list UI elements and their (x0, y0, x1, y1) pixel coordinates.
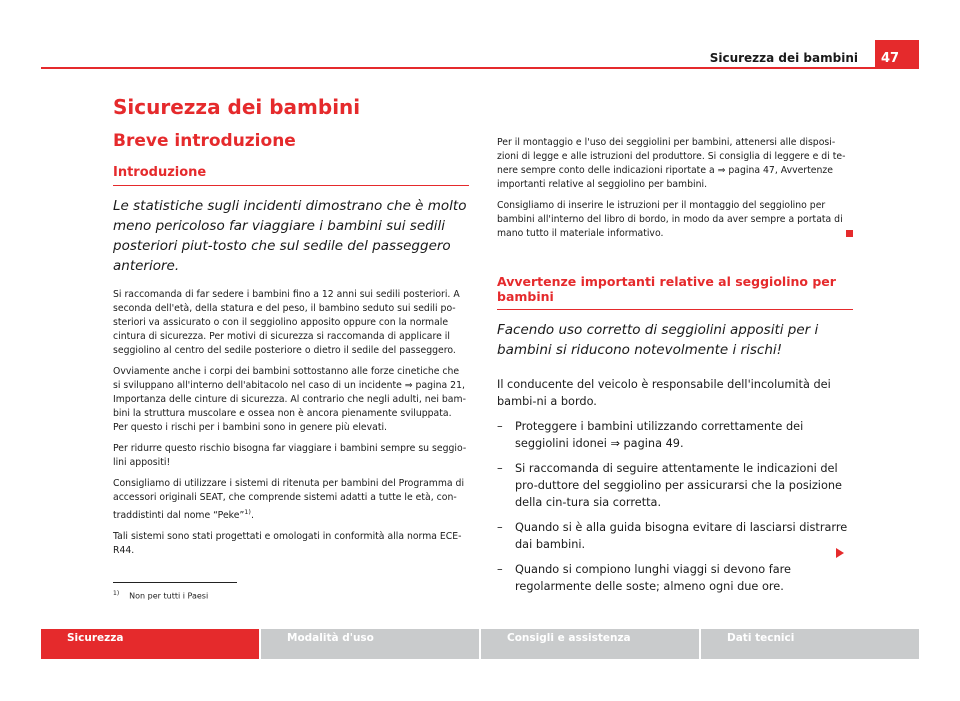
list-item: – Quando si compiono lunghi viaggi si devono fare regolarmente delle soste; almeno ogni due ore. (497, 561, 853, 595)
paragraph: Per ridurre questo rischio bisogna far viaggiare i bambini sempre su seggio-lini appositi! (113, 443, 467, 468)
footnote-rule (113, 582, 237, 583)
paragraph: Ovviamente anche i corpi dei bambini sottostanno alle forze cinetiche che si sviluppano all'interno dell'abitacolo nel caso di un incidente ⇒ pagina 21, Importanza delle cinture di sicurezza. Al contrario che negli adulti, nei bam-bini la struttura muscolare e ossea non è ancora pienamente sviluppata. Per questo i rischi per i bambini sono in genere più elevati. (113, 366, 466, 433)
warning-section-rule (497, 309, 853, 310)
left-column (113, 95, 469, 565)
paragraph (113, 477, 469, 523)
page-number: 47 (875, 40, 919, 69)
warning-list (497, 418, 853, 595)
paragraph-end: . (250, 510, 254, 522)
section-title: Breve introduzione (113, 131, 296, 151)
paragraph: Tali sistemi sono stati progettati e omologati in conformità alla norma ECE-R44. (113, 531, 462, 557)
paragraph: Per il montaggio e l'uso dei seggiolini per bambini, attenersi alle disposi-zioni di legge e alle istruzioni del produttore. Si consiglia di leggere e di te-nere sempre conto delle indicazioni riportate a ⇒ pagina 47, Avvertenze importanti relative al seggiolino per bambini. (497, 137, 846, 190)
paragraph-text: Consigliamo di utilizzare i sistemi di ritenuta per bambini del Programma di accessori originali SEAT, che comprende sistemi adatti a tutte le età, con-traddistinti dal nome “Peke” (113, 478, 465, 522)
tab-modalita-uso[interactable]: Modalità d'uso (261, 629, 479, 659)
warning-lead: Facendo uso corretto di seggiolini appositi per i bambini si riducono notevolmente i rischi! (497, 322, 819, 358)
paragraph-text: Consigliamo di inserire le istruzioni per il montaggio del seggiolino per bambini all'interno del libro di bordo, in modo da aver sempre a portata di mano tutto il materiale informativo. (497, 200, 843, 239)
subsection-title: Introduzione (113, 165, 207, 180)
warning-intro: Il conducente del veicolo è responsabile dell'incolumità dei bambi-ni a bordo. (497, 378, 831, 408)
paragraph (497, 199, 853, 241)
running-header-title: Sicurezza dei bambini (709, 51, 858, 65)
header-rule (41, 67, 876, 69)
tab-consigli-assistenza[interactable]: Consigli e assistenza (481, 629, 699, 659)
footnote-text: Non per tutti i Paesi (129, 591, 209, 601)
footnote-ref[interactable]: 1) (244, 508, 251, 516)
footnote (113, 590, 208, 601)
list-item: – Quando si è alla guida bisogna evitare di lasciarsi distrarre dai bambini. (497, 519, 853, 553)
right-column (497, 136, 853, 603)
tab-dati-tecnici[interactable]: Dati tecnici (701, 629, 919, 659)
paragraph: Si raccomanda di far sedere i bambini fino a 12 anni sui sedili posteriori. A seconda dell'età, della statura e del peso, il bambino seduto sui sedili po-steriori va assicurato o con il seggiolino apposito oppure con la normale cintura di sicurezza. Per motivi di sicurezza si raccomanda di applicare il seggiolino al centro del sedile posteriore o dietro il sedile del passeggero. (113, 289, 460, 356)
list-item: – Proteggere i bambini utilizzando correttamente dei seggiolini idonei ⇒ pagina 49. (497, 418, 853, 452)
footnote-mark: 1) (113, 590, 120, 597)
section-end-icon (846, 230, 853, 237)
continue-arrow-icon (836, 548, 844, 558)
lead-paragraph: Le statistiche sugli incidenti dimostrano che è molto meno pericoloso far viaggiare i bambini sui sedili posteriori piut-tosto che sul sedile del passeggero anteriore. (113, 198, 467, 274)
list-item: – Si raccomanda di seguire attentamente le indicazioni del pro-duttore del seggiolino per assicurarsi che la posizione della cin-tura sia corretta. (497, 460, 853, 511)
warning-section-title: Avvertenze importanti relative al seggiolino per bambini (497, 274, 836, 304)
chapter-title: Sicurezza dei bambini (113, 95, 361, 119)
footer-tabs (41, 629, 919, 659)
tab-sicurezza[interactable]: Sicurezza (41, 629, 259, 659)
subsection-rule (113, 185, 469, 186)
